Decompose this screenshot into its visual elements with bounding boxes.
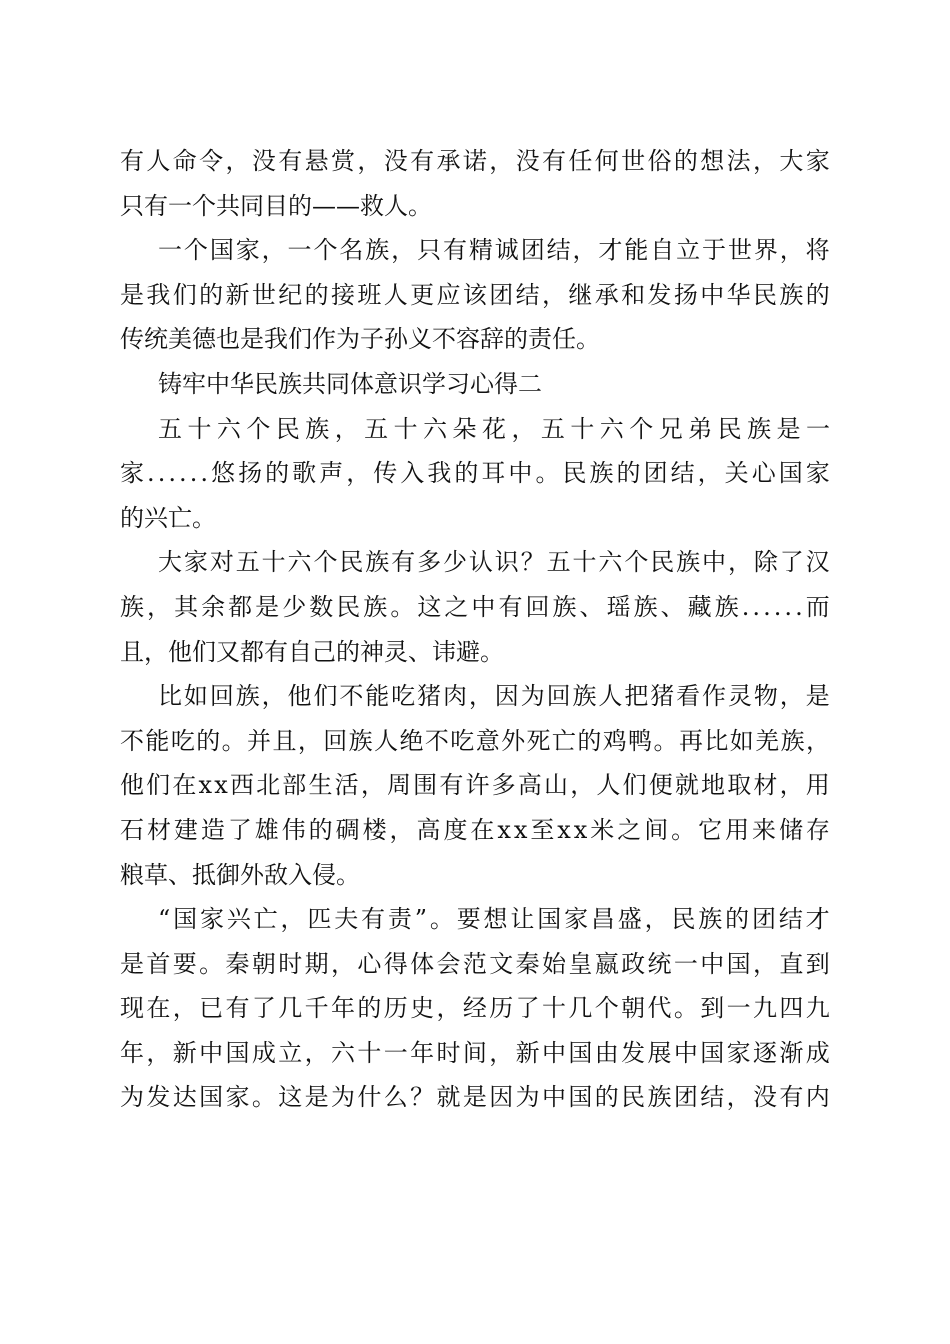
text-line: 有 人 命 令 ， 没 有 悬 赏 ， 没 有 承 诺 ， 没 有 任 何 世 俗 的 想 法 ， 大 家 [120,147,830,175]
text-line: 传统美德也是我们作为子孙义不容辞的责任。 [120,325,600,354]
text-line: 年 ， 新 中 国 成 立 ， 六 十 一 年 时 间 ， 新 中 国 由 发 展 中 国 家 逐 渐 成 [120,1038,830,1067]
document-body [120,139,830,1120]
text-line: 只有一个共同目的——救人。 [120,191,432,220]
text-line: 的兴亡。 [120,503,216,532]
text-line: 且，他们又都有自己的神灵、讳避。 [120,637,504,666]
text-line: 粮草、抵御外敌入侵。 [120,860,360,889]
text-line: 不 能 吃 的 。 并 且 ， 回 族 人 绝 不 吃 意 外 死 亡 的 鸡 鸭 。 再 比 如 羌 族 ， [120,726,830,755]
text-line: “ 国 家 兴 亡 ， 匹 夫 有 责 ” 。 要 想 让 国 家 昌 盛 ， 民 族 的 团 结 才 [158,905,830,934]
text-line: 是 我 们 的 新 世 纪 的 接 班 人 更 应 该 团 结 ， 继 承 和 发 扬 中 华 民 族 的 [120,280,830,309]
text-line: 比 如 回 族 ， 他 们 不 能 吃 猪 肉 ， 因 为 回 族 人 把 猪 看 作 灵 物 ， 是 [158,682,830,711]
text-line: 石 材 建 造 了 雄 伟 的 碉 楼 ， 高 度 在 x x 至 x x 米 之 间 。 它 用 来 储 存 [120,815,830,844]
text-line: 五 十 六 个 民 族 ， 五 十 六 朵 花 ， 五 十 六 个 兄 弟 民 族 是 一 [158,414,830,443]
text-line: 家 . . . . . . 悠 扬 的 歌 声 ， 传 入 我 的 耳 中 。 民 族 的 团 结 ， 关 心 国 家 [120,459,830,488]
text-line: 现 在 ， 已 有 了 几 千 年 的 历 史 ， 经 历 了 十 几 个 朝 代 。 到 一 九 四 九 [120,994,830,1023]
text-line: 是 首 要 。 秦 朝 时 期 ， 心 得 体 会 范 文 秦 始 皇 嬴 政 统 一 中 国 ， 直 到 [120,949,830,978]
text-line: 大 家 对 五 十 六 个 民 族 有 多 少 认 识 ？ 五 十 六 个 民 族 中 ， 除 了 汉 [158,548,830,577]
text-line: 一 个 国 家 ， 一 个 名 族 ， 只 有 精 诚 团 结 ， 才 能 自 立 于 世 界 ， 将 [158,236,830,265]
text-line: 为 发 达 国 家 。 这 是 为 什 么 ？ 就 是 因 为 中 国 的 民 族 团 结 ， 没 有 内 [120,1083,830,1112]
section-heading: 铸牢中华民族共同体意识学习心得二 [158,369,542,398]
text-line: 他 们 在 x x 西 北 部 生 活 ， 周 围 有 许 多 高 山 ， 人 们 便 就 地 取 材 ， 用 [120,771,830,800]
text-line: 族 ， 其 余 都 是 少 数 民 族 。 这 之 中 有 回 族 、 瑶 族 、 藏 族 . . . . . . 而 [120,592,830,621]
